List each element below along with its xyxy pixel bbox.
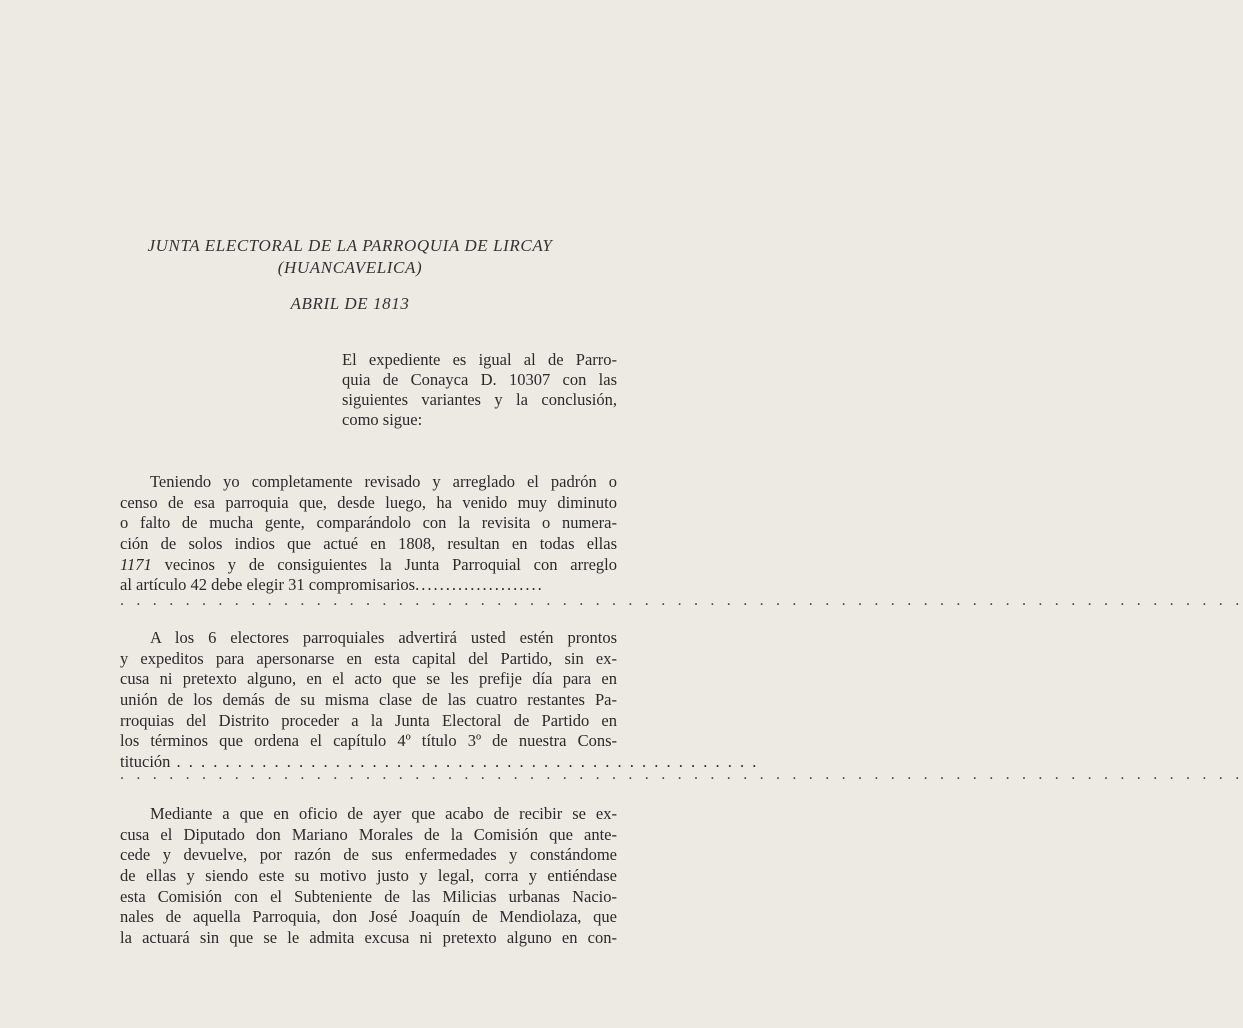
document-date: ABRIL DE 1813 xyxy=(290,294,410,313)
paragraph-line: cusa el Diputado don Mariano Morales de la Comisión que ante- xyxy=(120,824,617,844)
intro-note xyxy=(342,350,617,430)
paragraph-line: cede y devuelve, por razón de sus enfermedades y constándome xyxy=(120,845,617,865)
document-subtitle: (HUANCAVELICA) xyxy=(277,258,423,277)
paragraph-census xyxy=(120,472,617,596)
document-title: JUNTA ELECTORAL DE LA PARROQUIA DE LIRCAY xyxy=(147,236,553,255)
intro-line: quia de Conayca D. 10307 con las xyxy=(342,370,617,389)
vecinos-count: 1171 xyxy=(120,554,152,574)
paragraph-line: o falto de mucha gente, comparándolo con la revisita o numera- xyxy=(120,513,617,533)
paragraph-line: nales de aquella Parroquia, don José Joaquín de Mendiolaza, que xyxy=(120,907,617,927)
paragraph-line: esta Comisión con el Subteniente de las Milicias urbanas Nacio- xyxy=(120,886,617,906)
paragraph-commission xyxy=(120,804,617,949)
intro-line: siguientes variantes y la conclusión, xyxy=(342,390,617,409)
paragraph-line: A los 6 electores parroquiales advertirá usted estén prontos xyxy=(150,628,617,647)
paragraph-line-rest: vecinos y de consiguientes la Junta Parroquial con arreglo xyxy=(151,554,617,574)
intro-line: El expediente es igual al de Parro- xyxy=(342,350,617,369)
dot-leader: . . . . . . . . . . . . . . . . . . . . . . . . . . . . . . . . . . . . . . . . . . . . . . . . xyxy=(170,752,759,772)
paragraph-line-text: titución xyxy=(120,752,171,772)
paragraph-line: los términos que ordena el capítulo 4º título 3º de nuestra Cons- xyxy=(120,731,617,751)
paragraph-line: y expeditos para apersonarse en esta capital del Partido, sin ex- xyxy=(120,648,617,668)
paragraph-line: Teniendo yo completamente revisado y arreglado el padrón o xyxy=(150,472,617,491)
dot-leader-row: . . . . . . . . . . . . . . . . . . . . . . . . . . . . . . . . . . . . . . . . . . . . . . . . . . . . . . . . . . . . . . . . . . . . . xyxy=(120,766,1243,783)
dot-leader-row: . . . . . . . . . . . . . . . . . . . . . . . . . . . . . . . . . . . . . . . . . . . . . . . . . . . . . . . . . . . . . . . . . . . . . xyxy=(120,592,1243,609)
dot-leader: ..................... xyxy=(415,575,544,595)
paragraph-line: unión de los demás de su misma clase de las cuatro restantes Pa- xyxy=(120,690,617,710)
paragraph-line: rroquias del Distrito proceder a la Junta Electoral de Partido en xyxy=(120,710,617,730)
paragraph-line: de ellas y siendo este su motivo justo y legal, corra y entiéndase xyxy=(120,866,617,886)
paragraph-line: ción de solos indios que actué en 1808, resultan en todas ellas xyxy=(120,534,617,554)
paragraph-line xyxy=(120,555,617,576)
paragraph-electors xyxy=(120,628,759,773)
paragraph-line: cusa ni pretexto alguno, en el acto que se les prefije día para en xyxy=(120,669,617,689)
intro-line: como sigue: xyxy=(342,410,423,429)
paragraph-line: censo de esa parroquia que, desde luego, ha venido muy diminuto xyxy=(120,492,617,512)
paragraph-line-text: al artículo 42 debe elegir 31 compromisarios xyxy=(120,575,416,595)
paragraph-line: Mediante a que en oficio de ayer que acabo de recibir se ex- xyxy=(150,804,617,823)
paragraph-line: la actuará sin que se le admita excusa ni pretexto alguno en con- xyxy=(120,928,617,948)
